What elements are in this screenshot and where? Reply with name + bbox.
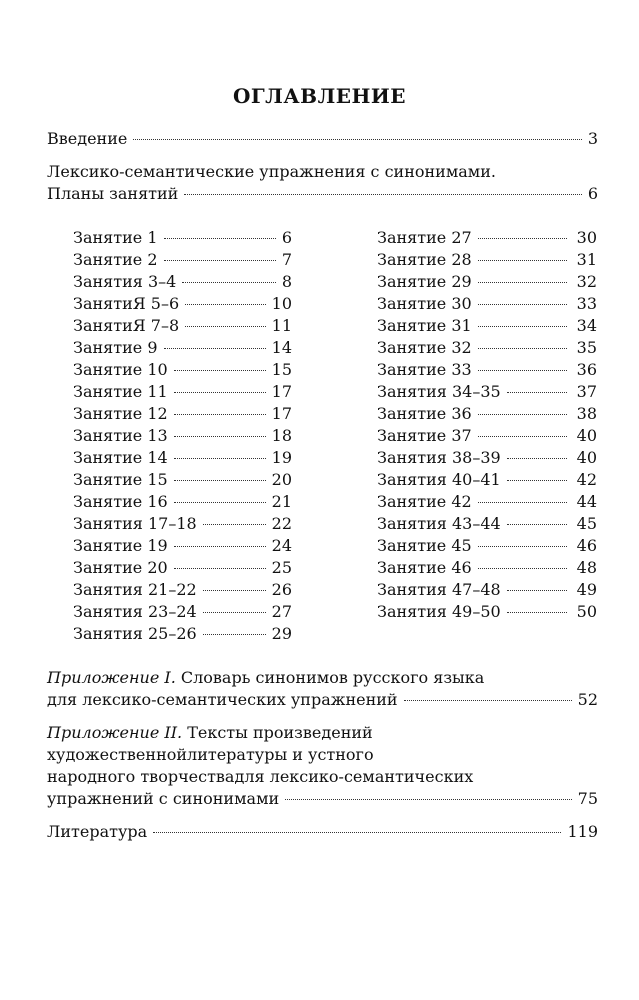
toc-entry-page: 75 (577, 789, 598, 808)
toc-lesson-entry[interactable] (377, 293, 597, 315)
toc-lesson-page: 22 (271, 514, 292, 533)
toc-lesson-label: Занятия 34–35 (377, 382, 501, 401)
toc-lesson-entry[interactable] (377, 601, 597, 623)
toc-lesson-page: 33 (576, 294, 597, 313)
toc-lesson-label: Занятия 43–44 (377, 514, 501, 533)
appendix1-prefix: Приложение I. (47, 668, 176, 687)
toc-entry-page: 3 (587, 129, 598, 148)
toc-entry-appendix1[interactable] (47, 689, 598, 711)
appendix1-title: Словарь синонимов русского языка (175, 668, 485, 687)
dot-leader (507, 612, 567, 613)
toc-lesson-page: 7 (281, 250, 292, 269)
lessons-right-column (377, 227, 597, 623)
toc-lesson-page: 18 (271, 426, 292, 445)
toc-lesson-page: 14 (271, 338, 292, 357)
toc-lesson-label: Занятие 37 (377, 426, 472, 445)
toc-lesson-entry[interactable] (377, 469, 597, 491)
toc-lesson-page: 34 (576, 316, 597, 335)
dot-leader (174, 480, 266, 481)
appendix2-line1 (47, 722, 373, 744)
dot-leader (478, 370, 567, 371)
toc-lesson-page: 17 (271, 404, 292, 423)
toc-lesson-label: Занятие 11 (73, 382, 168, 401)
toc-lesson-label: Занятие 32 (377, 338, 472, 357)
toc-lesson-entry[interactable] (73, 227, 292, 249)
toc-lesson-entry[interactable] (377, 425, 597, 447)
toc-lesson-label: Занятия 47–48 (377, 580, 501, 599)
toc-entry-exercises-line1: Лексико-семантические упражнения с синонимами. (47, 162, 496, 181)
toc-lesson-label: Занятие 2 (73, 250, 158, 269)
dot-leader (478, 326, 567, 327)
dot-leader (507, 458, 567, 459)
dot-leader (507, 480, 567, 481)
toc-lesson-page: 36 (576, 360, 597, 379)
toc-lesson-label: Занятие 14 (73, 448, 168, 467)
toc-lesson-entry[interactable] (73, 557, 292, 579)
toc-lesson-entry[interactable] (73, 623, 292, 645)
dot-leader (507, 392, 567, 393)
dot-leader (478, 304, 567, 305)
toc-lesson-page: 40 (576, 448, 597, 467)
toc-entry-label: Планы занятий (47, 184, 179, 203)
toc-lesson-page: 21 (271, 492, 292, 511)
toc-lesson-entry[interactable] (73, 359, 292, 381)
toc-lesson-entry[interactable] (377, 557, 597, 579)
toc-lesson-entry[interactable] (377, 579, 597, 601)
toc-lesson-entry[interactable] (377, 403, 597, 425)
dot-leader (133, 139, 581, 140)
toc-lesson-label: Занятие 31 (377, 316, 472, 335)
toc-lesson-entry[interactable] (73, 403, 292, 425)
toc-lesson-label: Занятие 13 (73, 426, 168, 445)
appendix2-title: Тексты произведений (182, 723, 373, 742)
dot-leader (404, 700, 572, 701)
dot-leader (174, 568, 266, 569)
toc-lesson-label: Занятия 21–22 (73, 580, 197, 599)
dot-leader (174, 546, 266, 547)
toc-lesson-page: 50 (576, 602, 597, 621)
dot-leader (153, 832, 561, 833)
dot-leader (478, 348, 567, 349)
toc-entry-appendix2[interactable] (47, 788, 598, 810)
toc-lesson-page: 37 (576, 382, 597, 401)
toc-lesson-entry[interactable] (73, 315, 292, 337)
toc-lesson-label: Занятие 33 (377, 360, 472, 379)
toc-lesson-entry[interactable] (377, 337, 597, 359)
toc-lesson-entry[interactable] (377, 315, 597, 337)
dot-leader (184, 194, 581, 195)
toc-lesson-page: 15 (271, 360, 292, 379)
dot-leader (203, 612, 266, 613)
toc-lesson-page: 42 (576, 470, 597, 489)
dot-leader (478, 282, 567, 283)
toc-lesson-page: 32 (576, 272, 597, 291)
toc-lesson-entry[interactable] (73, 337, 292, 359)
toc-lesson-page: 46 (576, 536, 597, 555)
page-title: ОГЛАВЛЕНИЕ (232, 84, 407, 108)
toc-lesson-label: Занятие 42 (377, 492, 472, 511)
toc-lesson-label: ЗанятиЯ 7–8 (73, 316, 180, 335)
appendix2-line3: народного творчествадля лексико-семантических (47, 767, 474, 786)
toc-lesson-entry[interactable] (73, 381, 292, 403)
appendix2-line2: художественнойлитературы и устного (47, 745, 374, 764)
dot-leader (174, 392, 266, 393)
toc-lesson-entry[interactable] (377, 535, 597, 557)
dot-leader (203, 524, 266, 525)
toc-lesson-label: Занятие 20 (73, 558, 168, 577)
toc-lesson-entry[interactable] (377, 359, 597, 381)
dot-leader (185, 326, 265, 327)
toc-lesson-page: 38 (576, 404, 597, 423)
dot-leader (478, 546, 567, 547)
toc-lesson-label: Занятие 45 (377, 536, 472, 555)
toc-entry-intro[interactable] (47, 128, 598, 150)
toc-lesson-page: 29 (271, 624, 292, 643)
dot-leader (507, 590, 567, 591)
toc-lesson-label: Занятие 9 (73, 338, 158, 357)
toc-lesson-page: 20 (271, 470, 292, 489)
dot-leader (164, 260, 276, 261)
toc-lesson-label: Занятие 28 (377, 250, 472, 269)
toc-lesson-page: 35 (576, 338, 597, 357)
toc-lesson-entry[interactable] (73, 425, 292, 447)
lessons-left-column (73, 227, 292, 645)
toc-lesson-entry[interactable] (73, 513, 292, 535)
toc-entry-exercises[interactable] (47, 183, 598, 205)
toc-entry-page: 6 (587, 184, 598, 203)
toc-lesson-label: Занятие 27 (377, 228, 472, 247)
toc-lesson-page: 8 (281, 272, 292, 291)
toc-lesson-entry[interactable] (73, 579, 292, 601)
toc-lesson-label: Занятия 40–41 (377, 470, 501, 489)
toc-lesson-label: Занятия 23–24 (73, 602, 197, 621)
dot-leader (507, 524, 567, 525)
toc-lesson-label: Занятия 49–50 (377, 602, 501, 621)
toc-lesson-page: 27 (271, 602, 292, 621)
dot-leader (203, 590, 266, 591)
toc-lesson-page: 45 (576, 514, 597, 533)
toc-lesson-label: ЗанятиЯ 5–6 (73, 294, 180, 313)
dot-leader (203, 634, 266, 635)
toc-entry-label: Литература (47, 822, 148, 841)
toc-lesson-label: Занятие 12 (73, 404, 168, 423)
toc-lesson-entry[interactable] (377, 227, 597, 249)
dot-leader (478, 260, 567, 261)
dot-leader (182, 282, 275, 283)
toc-lesson-label: Занятие 1 (73, 228, 158, 247)
appendix1-line1 (47, 667, 484, 689)
toc-lesson-page: 40 (576, 426, 597, 445)
toc-lesson-label: Занятие 46 (377, 558, 472, 577)
dot-leader (174, 502, 266, 503)
toc-lesson-entry[interactable] (377, 381, 597, 403)
toc-lesson-page: 31 (576, 250, 597, 269)
toc-lesson-page: 11 (271, 316, 292, 335)
dot-leader (478, 568, 567, 569)
toc-lesson-page: 30 (576, 228, 597, 247)
dot-leader (174, 414, 266, 415)
toc-lesson-label: Занятия 17–18 (73, 514, 197, 533)
toc-lesson-label: Занятия 25–26 (73, 624, 197, 643)
toc-lesson-entry[interactable] (73, 535, 292, 557)
toc-lesson-page: 19 (271, 448, 292, 467)
appendix2-prefix: Приложение II. (47, 723, 183, 742)
toc-lesson-entry[interactable] (73, 491, 292, 513)
toc-lesson-page: 6 (281, 228, 292, 247)
toc-lesson-entry[interactable] (73, 271, 292, 293)
dot-leader (478, 238, 567, 239)
toc-lesson-label: Занятие 19 (73, 536, 168, 555)
toc-lesson-page: 49 (576, 580, 597, 599)
dot-leader (174, 458, 266, 459)
toc-lesson-entry[interactable] (73, 601, 292, 623)
toc-entry-literature[interactable] (47, 821, 598, 843)
toc-entry-label: упражнений с синонимами (47, 789, 280, 808)
toc-lesson-entry[interactable] (377, 491, 597, 513)
dot-leader (174, 436, 266, 437)
toc-lesson-label: Занятие 15 (73, 470, 168, 489)
toc-lesson-page: 44 (576, 492, 597, 511)
toc-lesson-page: 48 (576, 558, 597, 577)
dot-leader (164, 348, 266, 349)
toc-entry-page: 52 (577, 690, 598, 709)
toc-lesson-label: Занятия 38–39 (377, 448, 501, 467)
toc-lesson-entry[interactable] (73, 447, 292, 469)
toc-lesson-page: 10 (271, 294, 292, 313)
dot-leader (478, 414, 567, 415)
toc-lesson-page: 26 (271, 580, 292, 599)
toc-lesson-entry[interactable] (73, 249, 292, 271)
dot-leader (478, 502, 567, 503)
toc-lesson-entry[interactable] (377, 447, 597, 469)
dot-leader (185, 304, 265, 305)
toc-lesson-label: Занятия 3–4 (73, 272, 177, 291)
toc-lesson-entry[interactable] (73, 293, 292, 315)
toc-lesson-entry[interactable] (377, 513, 597, 535)
dot-leader (174, 370, 266, 371)
toc-lesson-label: Занятие 29 (377, 272, 472, 291)
toc-lesson-page: 17 (271, 382, 292, 401)
dot-leader (285, 799, 571, 800)
toc-entry-label: для лексико-семантических упражнений (47, 690, 398, 709)
toc-lesson-entry[interactable] (377, 271, 597, 293)
toc-lesson-entry[interactable] (377, 249, 597, 271)
toc-entry-page: 119 (567, 822, 598, 841)
dot-leader (164, 238, 276, 239)
toc-entry-label: Введение (47, 129, 128, 148)
dot-leader (478, 436, 567, 437)
toc-lesson-label: Занятие 16 (73, 492, 168, 511)
toc-lesson-page: 25 (271, 558, 292, 577)
toc-lesson-label: Занятие 10 (73, 360, 168, 379)
toc-lesson-label: Занятие 30 (377, 294, 472, 313)
toc-lesson-label: Занятие 36 (377, 404, 472, 423)
toc-lesson-entry[interactable] (73, 469, 292, 491)
toc-lesson-page: 24 (271, 536, 292, 555)
